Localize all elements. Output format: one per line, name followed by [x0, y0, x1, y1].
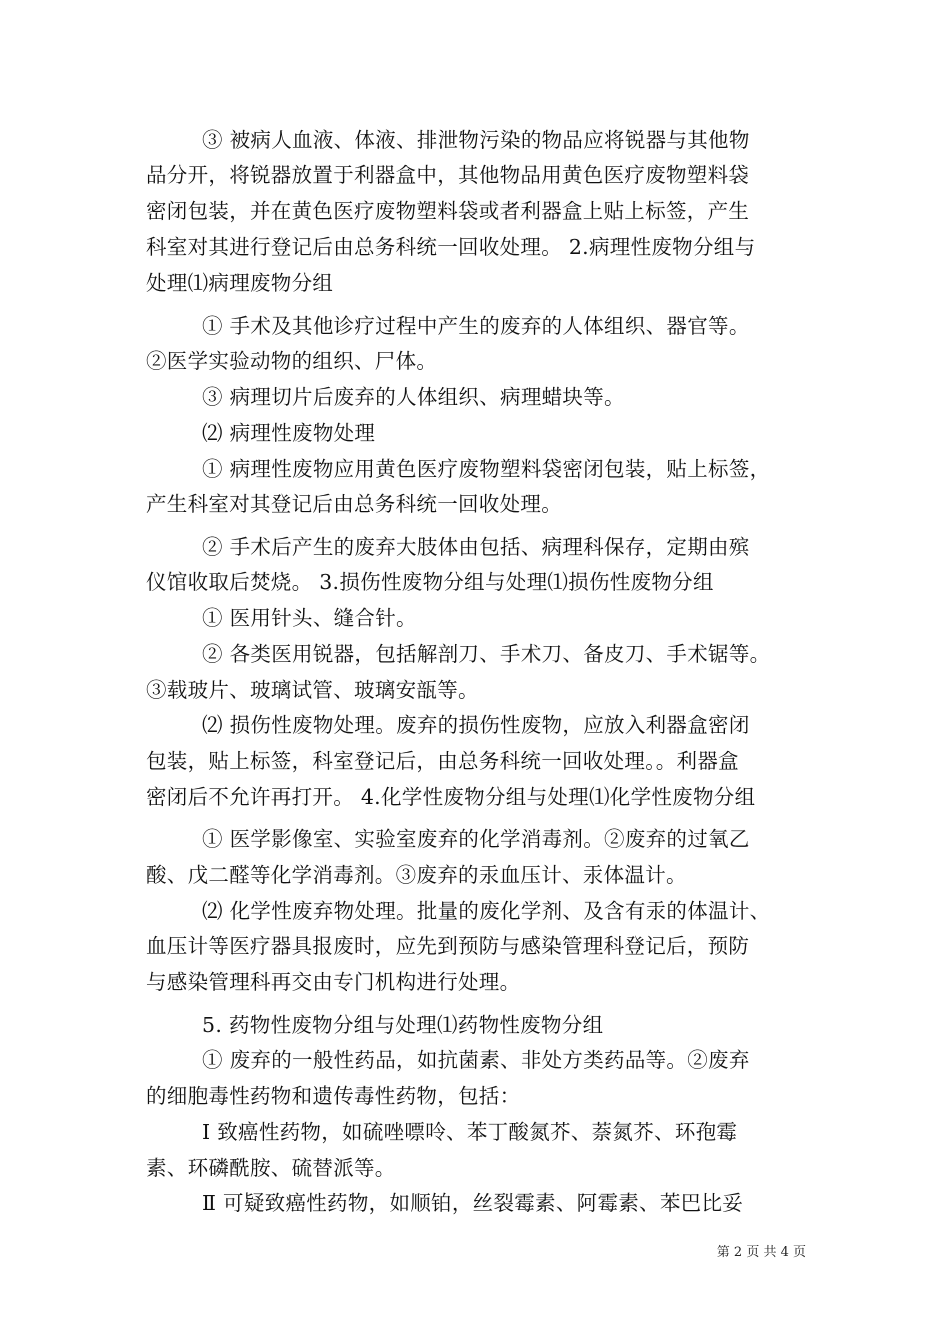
text-line: ① 病理性废物应用黄色医疗废物塑料袋密闭包装，贴上标签，	[202, 457, 771, 481]
text-line: ① 医用针头、缝合针。	[202, 606, 417, 630]
text-line: Ⅰ 致癌性药物，如硫唑嘌呤、苯丁酸氮芥、萘氮芥、环孢霉	[202, 1120, 738, 1144]
text-line: 仪馆收取后焚烧。 3.损伤性废物分组与处理⑴损伤性废物分组	[146, 570, 714, 594]
page-number: 第 2 页 共 4 页	[716, 1245, 806, 1260]
text-line: ③载玻片、玻璃试管、玻璃安瓿等。	[146, 678, 479, 702]
text-line: 与感染管理科再交由专门机构进行处理。	[146, 970, 521, 994]
text-line: 产生科室对其登记后由总务科统一回收处理。	[146, 492, 562, 516]
text-line: ② 各类医用锐器，包括解剖刀、手术刀、备皮刀、手术锯等。	[202, 642, 771, 666]
text-line: 包装，贴上标签，科室登记后，由总务科统一回收处理。。利器盒	[146, 749, 739, 773]
text-line: ⑵ 病理性废物处理	[202, 421, 376, 445]
text-line: ③ 被病人血液、体液、排泄物污染的物品应将锐器与其他物	[202, 128, 750, 152]
text-line: 的细胞毒性药物和遗传毒性药物，包括：	[146, 1084, 521, 1108]
text-line: ⑵ 化学性废弃物处理。批量的废化学剂、及含有汞的体温计、	[202, 899, 771, 923]
text-line: 密闭包装，并在黄色医疗废物塑料袋或者利器盒上贴上标签，产生	[146, 199, 750, 223]
text-line: ③ 病理切片后废弃的人体组织、病理蜡块等。	[202, 385, 625, 409]
text-line: 密闭后不允许再打开。 4.化学性废物分组与处理⑴化学性废物分组	[146, 785, 756, 809]
text-line: 酸、戊二醛等化学消毒剂。③废弃的汞血压计、汞体温计。	[146, 863, 687, 887]
text-line: 血压计等医疗器具报废时，应先到预防与感染管理科登记后，预防	[146, 934, 750, 958]
text-line: ① 医学影像室、实验室废弃的化学消毒剂。②废弃的过氧乙	[202, 827, 750, 851]
text-line: ⑵ 损伤性废物处理。废弃的损伤性废物，应放入利器盒密闭	[202, 713, 750, 737]
text-line: 科室对其进行登记后由总务科统一回收处理。 2.病理性废物分组与	[146, 235, 756, 259]
text-line: Ⅱ 可疑致癌性药物，如顺铂，丝裂霉素、阿霉素、苯巴比妥	[202, 1191, 744, 1215]
text-line: ① 手术及其他诊疗过程中产生的废弃的人体组织、器官等。	[202, 314, 750, 338]
text-line: ② 手术后产生的废弃大肢体由包括、病理科保存，定期由殡	[202, 535, 750, 559]
text-line: 处理⑴病理废物分组	[146, 271, 334, 295]
text-line: 素、环磷酰胺、硫替派等。	[146, 1156, 396, 1180]
text-line: 品分开，将锐器放置于利器盒中，其他物品用黄色医疗废物塑料袋	[146, 163, 750, 187]
text-line: ① 废弃的一般性药品，如抗菌素、非处方类药品等。②废弃	[202, 1048, 750, 1072]
text-line: 5. 药物性废物分组与处理⑴药物性废物分组	[202, 1013, 604, 1037]
text-line: ②医学实验动物的组织、尸体。	[146, 349, 438, 373]
